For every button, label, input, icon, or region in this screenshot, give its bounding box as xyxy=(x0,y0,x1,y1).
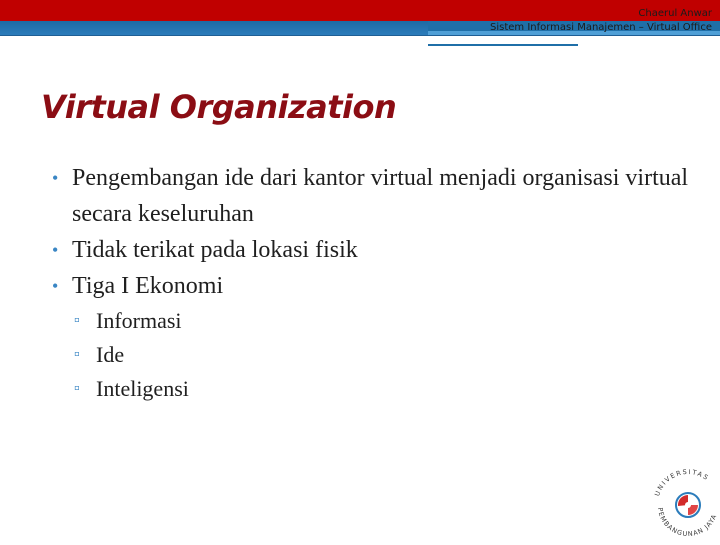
bullet-item xyxy=(52,232,692,268)
bullet-item xyxy=(52,160,692,232)
header-underline xyxy=(428,44,578,46)
header-author: Chaerul Anwar xyxy=(638,8,712,19)
svg-text:UNIVERSITAS: UNIVERSITAS xyxy=(653,467,711,498)
sub-bullet-icon: ▫ xyxy=(74,312,80,329)
bullet-text: Tiga I Ekonomi xyxy=(72,273,224,299)
sub-bullet-icon: ▫ xyxy=(74,346,80,363)
sub-bullet-item xyxy=(52,372,692,406)
header-divider xyxy=(0,35,720,36)
bullet-text: Tidak terikat pada lokasi fisik xyxy=(72,237,358,263)
slide-body xyxy=(52,160,692,406)
sub-bullet-text: Ide xyxy=(96,342,125,367)
bullet-text: Pengembangan ide dari kantor virtual menjadi organisasi virtual secara keseluruhan xyxy=(72,165,689,227)
bullet-icon: • xyxy=(52,276,59,296)
university-seal-icon xyxy=(650,462,720,540)
header-course: Sistem Informasi Manajemen – Virtual Office xyxy=(489,22,712,33)
bullet-item xyxy=(52,268,692,304)
slide-title: Virtual Organization xyxy=(41,88,397,126)
sub-bullet-text: Inteligensi xyxy=(96,376,189,401)
sub-bullet-text: Informasi xyxy=(96,308,182,333)
header-dark-notch xyxy=(0,21,428,35)
svg-text:PEMBANGUNAN JAYA: PEMBANGUNAN JAYA xyxy=(655,507,719,539)
bullet-icon: • xyxy=(52,168,59,188)
sub-bullet-item xyxy=(52,338,692,372)
sub-bullet-icon: ▫ xyxy=(74,380,80,397)
slide-header xyxy=(490,7,712,35)
bullet-icon: • xyxy=(52,240,59,260)
sub-bullet-item xyxy=(52,304,692,338)
